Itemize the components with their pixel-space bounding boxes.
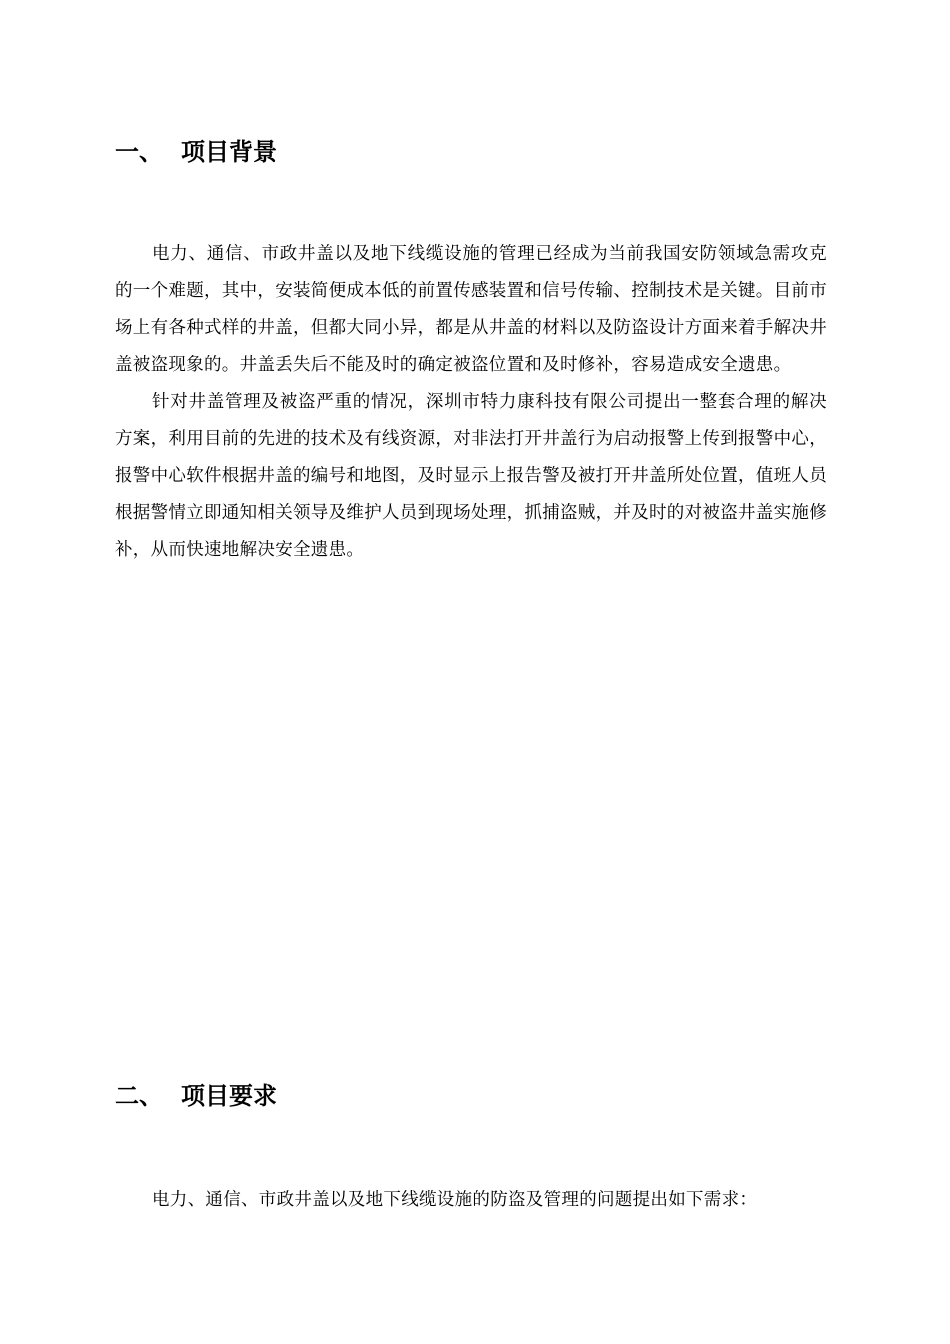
section-2-heading xyxy=(115,1081,277,1111)
section-1-heading xyxy=(115,137,277,167)
section-1-paragraph-2: 针对井盖管理及被盗严重的情况，深圳市特力康科技有限公司提出一整套合理的解决方案，利用目前的先进的技术及有线资源，对非法打开井盖行为启动报警上传到报警中心，报警中心软件根据井盖的编号和地图，及时显示上报告警及被打开井盖所处位置，值班人员根据警情立即通知相关领导及维护人员到现场处理，抓捕盗贼，并及时的对被盗井盖实施修补，从而快速地解决安全遗患。 xyxy=(115,392,827,560)
section-1-paragraph-1: 电力、通信、市政井盖以及地下线缆设施的管理已经成为当前我国安防领域急需攻克的一个难题，其中，安装简便成本低的前置传感装置和信号传输、控制技术是关键。目前市场上有各种式样的井盖，但都大同小异，都是从井盖的材料以及防盗设计方面来着手解决井盖被盗现象的。井盖丢失后不能及时的确定被盗位置和及时修补，容易造成安全遗患。 xyxy=(115,244,827,375)
section-2-title: 项目要求 xyxy=(181,1082,277,1110)
section-2-paragraph-1: 电力、通信、市政井盖以及地下线缆设施的防盗及管理的问题提出如下需求： xyxy=(152,1190,758,1210)
section-1-body xyxy=(115,236,827,569)
section-2-body xyxy=(115,1182,827,1219)
section-1-title: 项目背景 xyxy=(181,138,277,166)
section-2-number: 二、 xyxy=(115,1082,163,1110)
section-1-number: 一、 xyxy=(115,138,163,166)
